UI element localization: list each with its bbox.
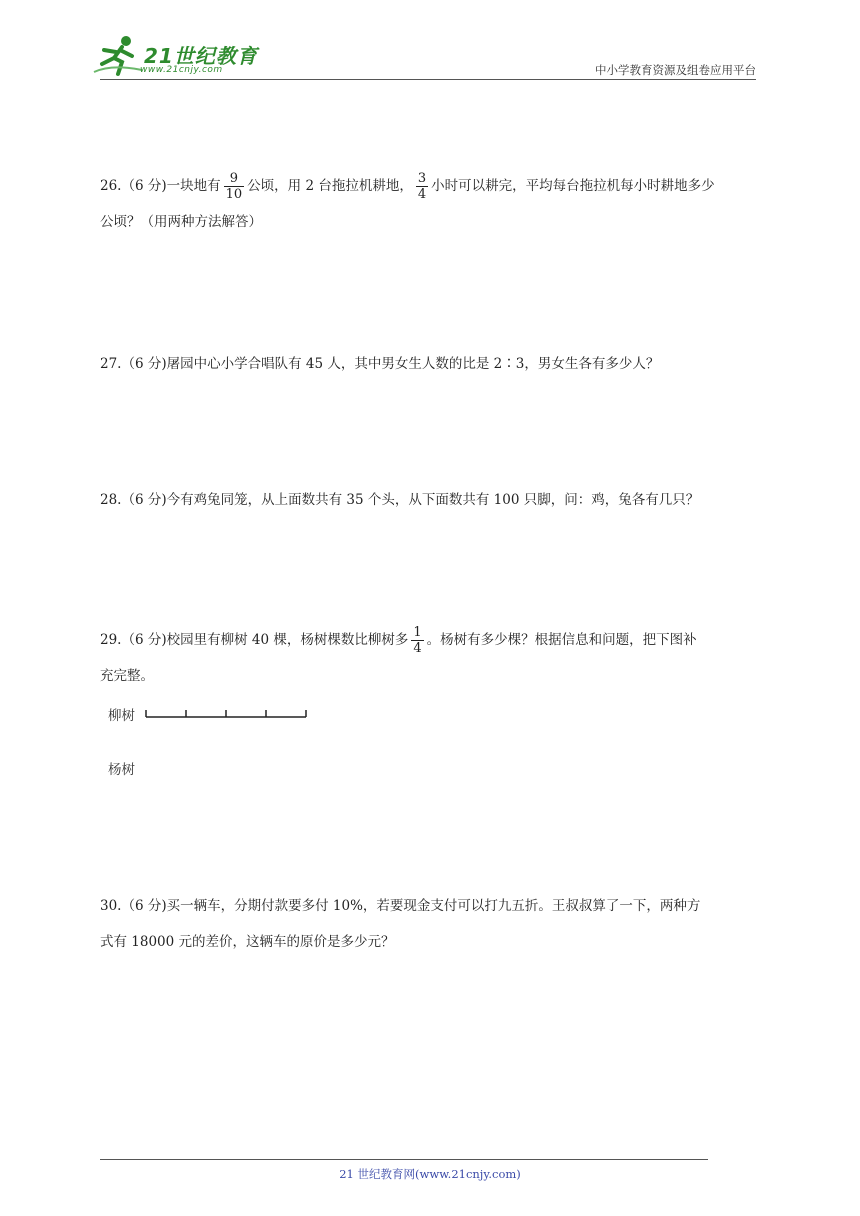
logo-title: 21世纪教育: [144, 44, 258, 68]
logo-url: www.21cnjy.com: [140, 65, 223, 75]
q26-mid: 公顷，用 2 台拖拉机耕地，: [247, 178, 413, 194]
q26-suffix: 小时可以耕完，平均每台拖拉机每小时耕地多少: [431, 178, 715, 194]
platform-name: 中小学教育资源及组卷应用平台: [595, 63, 756, 77]
footer-link[interactable]: 21 世纪教育网(www.21cnjy.com): [339, 1167, 521, 1181]
question-29-line1: [100, 622, 760, 658]
frac-denominator: 4: [413, 641, 422, 656]
frac-denominator: 4: [417, 187, 427, 202]
question-28: 28.（6 分)今有鸡兔同笼，从上面数共有 35 个头，从下面数共有 100 只脚，问：鸡，兔各有几只？: [100, 492, 700, 508]
footer-divider: [100, 1159, 708, 1160]
question-29: [100, 622, 760, 694]
frac-numerator: 3: [417, 171, 427, 186]
frac-denominator: 10: [225, 187, 243, 202]
q29-prefix: 29.（6 分)校园里有柳树 40 棵，杨树棵数比柳树多: [100, 632, 409, 648]
frac-numerator: 9: [224, 171, 245, 187]
question-27: 27.（6 分)屠园中心小学合唱队有 45 人，其中男女生人数的比是 2∶3，男女生各有多少人？: [100, 356, 660, 372]
q26-prefix: 26.（6 分)一块地有: [100, 178, 221, 194]
site-logo[interactable]: [92, 34, 262, 82]
poplar-label: 杨树: [108, 762, 135, 778]
runner-icon: [92, 34, 144, 80]
fraction-3-4: [416, 171, 428, 202]
header-divider: [100, 79, 756, 80]
fraction-9-10: [224, 171, 245, 202]
q29-line2: 充完整。: [100, 668, 154, 684]
frac-numerator: 1: [413, 625, 422, 640]
q29-suffix: 。杨树有多少棵？根据信息和问题，把下图补: [426, 632, 697, 648]
question-26-line1: [100, 168, 760, 204]
q30-line2: 式有 18000 元的差价，这辆车的原价是多少元？: [100, 934, 395, 950]
question-30: [100, 888, 760, 960]
q30-line1: 30.（6 分)买一辆车，分期付款要多付 10%，若要现金支付可以打九五折。王叔叔算了一下，两种方: [100, 898, 701, 914]
willow-segment-diagram: [140, 704, 320, 724]
question-26: [100, 168, 760, 240]
q26-line2: 公顷？（用两种方法解答）: [100, 214, 262, 230]
fraction-1-4: [411, 625, 423, 656]
page-header: [0, 0, 860, 90]
willow-label: 柳树: [108, 708, 135, 724]
